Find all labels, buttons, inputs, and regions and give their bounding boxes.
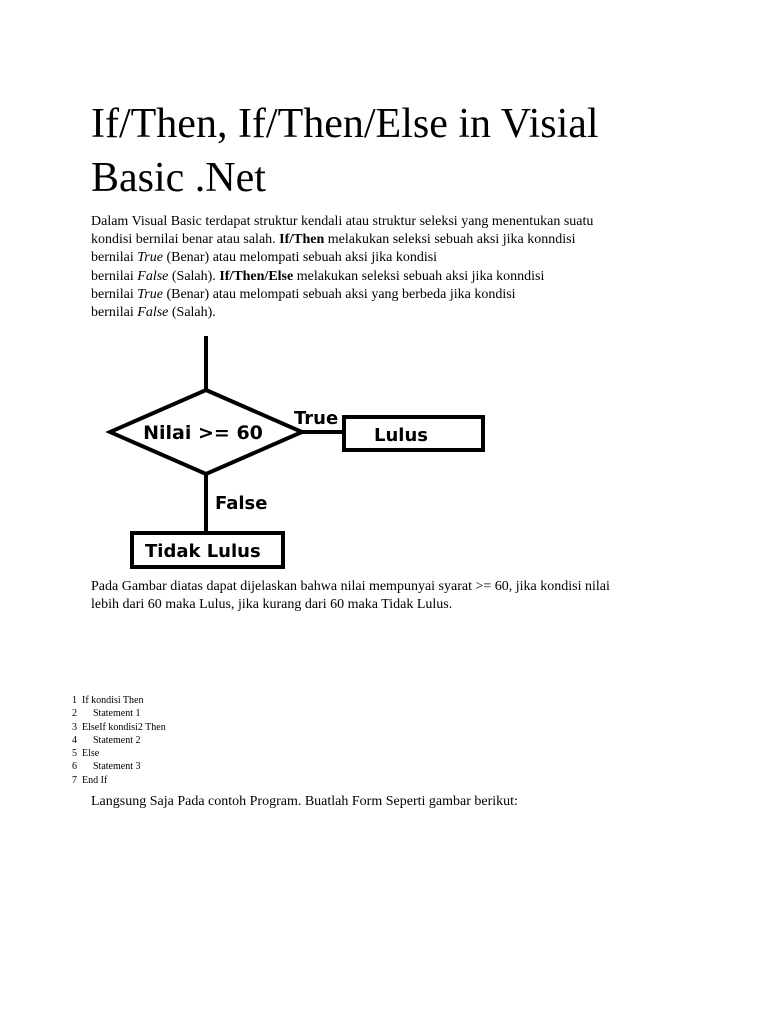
intro-text: kondisi bernilai benar atau salah. xyxy=(91,232,280,248)
keyword-true: True xyxy=(137,286,163,302)
intro-text: bernilai xyxy=(91,286,138,302)
code-text: Statement 2 xyxy=(93,734,141,746)
intro-line-3 xyxy=(91,249,651,267)
intro-paragraph xyxy=(91,213,651,322)
explain-line-2: lebih dari 60 maka Lulus, jika kurang dari 60 maka Tidak Lulus. xyxy=(91,597,453,612)
keyword-if-then: If/Then xyxy=(279,232,325,248)
line-number: 2 xyxy=(72,708,77,720)
intro-text: bernilai xyxy=(91,268,138,284)
line-number: 5 xyxy=(72,748,77,760)
keyword-true: True xyxy=(137,250,163,266)
intro-text: melakukan seleksi sebuah aksi jika konndisi xyxy=(324,232,576,248)
tidak-lulus-label: Tidak Lulus xyxy=(145,541,261,562)
keyword-if-then-else: If/Then/Else xyxy=(219,268,294,284)
intro-text: (Benar) atau melompati sebuah aksi yang berbeda jika kondisi xyxy=(162,286,516,302)
intro-line-2 xyxy=(91,231,651,249)
code-text: Statement 1 xyxy=(93,708,141,720)
line-number: 7 xyxy=(72,774,77,786)
intro-text: bernilai xyxy=(91,305,138,321)
code-line xyxy=(72,707,166,720)
intro-text: (Salah). xyxy=(168,268,220,284)
code-text: ElseIf kondisi2 Then xyxy=(82,721,166,733)
code-line xyxy=(72,760,166,773)
keyword-false: False xyxy=(137,305,169,321)
code-line xyxy=(72,721,166,734)
flowchart-diagram xyxy=(106,336,490,572)
code-listing xyxy=(72,694,166,787)
explain-line-1: Pada Gambar diatas dapat dijelaskan bahwa nilai mempunyai syarat >= 60, jika kondisi nilai xyxy=(91,579,610,594)
intro-text: melakukan seleksi sebuah aksi jika konndisi xyxy=(293,268,545,284)
code-line xyxy=(72,774,166,787)
outro-paragraph: Langsung Saja Pada contoh Program. Buatlah Form Seperti gambar berikut: xyxy=(91,794,518,809)
line-number: 6 xyxy=(72,761,77,773)
code-text: Statement 3 xyxy=(93,761,141,773)
decision-label: Nilai >= 60 xyxy=(143,422,263,444)
code-text: Else xyxy=(82,748,100,760)
code-text: End If xyxy=(82,774,108,786)
intro-line-1 xyxy=(91,213,651,231)
intro-text: (Salah). xyxy=(168,305,216,321)
intro-text: bernilai xyxy=(91,250,138,266)
lulus-label: Lulus xyxy=(374,425,428,446)
code-line xyxy=(72,747,166,760)
explanation-paragraph xyxy=(91,578,671,614)
false-label: False xyxy=(215,493,268,514)
true-label: True xyxy=(294,408,339,429)
intro-text: Dalam Visual Basic terdapat struktur kendali atau struktur seleksi yang menentukan suatu xyxy=(91,214,594,229)
line-number: 3 xyxy=(72,721,77,733)
line-number: 4 xyxy=(72,734,77,746)
keyword-false: False xyxy=(137,268,169,284)
intro-line-4 xyxy=(91,268,651,286)
intro-line-5 xyxy=(91,286,651,304)
code-text: If kondisi Then xyxy=(82,695,144,706)
code-line xyxy=(72,694,166,707)
page-title: If/Then, If/Then/Else in Visial Basic .Net xyxy=(91,101,599,201)
line-number: 1 xyxy=(72,695,77,706)
intro-line-6 xyxy=(91,304,651,322)
intro-text: (Benar) atau melompati sebuah aksi jika kondisi xyxy=(162,250,438,266)
code-line xyxy=(72,734,166,747)
